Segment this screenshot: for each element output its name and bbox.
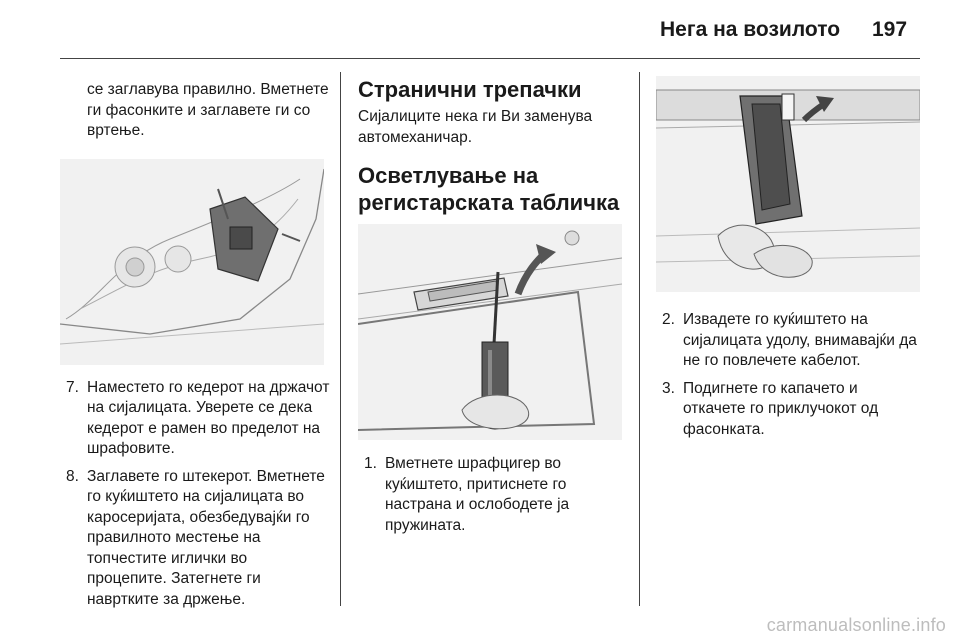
step-number: 8.	[66, 467, 79, 485]
step-number: 2.	[662, 311, 675, 328]
list-item	[358, 454, 623, 536]
step-text: Подигнете го капачето и откачете го приклучокот од фасонката.	[683, 379, 879, 438]
heading-licence-plate-light: Осветлување на регистарската табличка	[358, 163, 620, 215]
rear-lamp-drawing	[60, 159, 324, 365]
column-1	[60, 66, 330, 617]
step-number: 3.	[662, 379, 675, 397]
side-indicators-paragraph: Сијалиците нека ги Ви заменува автомеханичар.	[358, 108, 593, 146]
heading-side-indicators: Странични трепачки	[358, 77, 582, 102]
screwdriver-drawing	[358, 224, 622, 440]
list-item	[656, 310, 920, 372]
column-3	[656, 66, 920, 447]
column-divider	[639, 72, 640, 606]
column-2	[358, 66, 623, 543]
step-text: Заглавете го штекерот. Вметнете го куќиштето на сијалицата во каросеријата, обезбедувајќи го правилното местење на топчестите иглички во процепите. Затегнете ги навртките за држење.	[87, 467, 325, 608]
screwdriver-illustration	[358, 224, 622, 440]
list-item	[656, 379, 920, 441]
step-text: Наместето го кедерот на држачот на сијалицата. Уверете се дека кедерот е рамен во пределот на шрафовите.	[87, 378, 330, 457]
step-number: 1.	[364, 455, 377, 472]
list-item	[60, 467, 330, 611]
step-text: Извадете го куќиштето на сијалицата удолу, внимавајќи да не го повлечете кабелот.	[683, 311, 917, 369]
lamp-housing-drawing	[656, 76, 920, 292]
watermark-brand: carmanualsonline.info	[766, 615, 946, 635]
list-item	[60, 378, 330, 460]
step-number: 7.	[66, 378, 79, 396]
steps-list	[60, 378, 330, 611]
section-title: Нега на возилото	[660, 18, 841, 41]
column-divider	[340, 72, 341, 606]
intro-paragraph: се заглавува правилно. Вметнете ги фасонките и заглавете ги со вртење.	[87, 81, 329, 139]
page-number: 197	[872, 18, 908, 41]
lamp-housing-illustration	[656, 76, 920, 292]
rear-lamp-illustration	[60, 159, 324, 365]
steps-list	[358, 454, 623, 536]
steps-list	[656, 310, 920, 440]
header-divider	[60, 58, 920, 59]
step-text: Вметнете шрафцигер во куќиштето, притиснете го настрана и ослободете ја пружината.	[385, 455, 570, 534]
